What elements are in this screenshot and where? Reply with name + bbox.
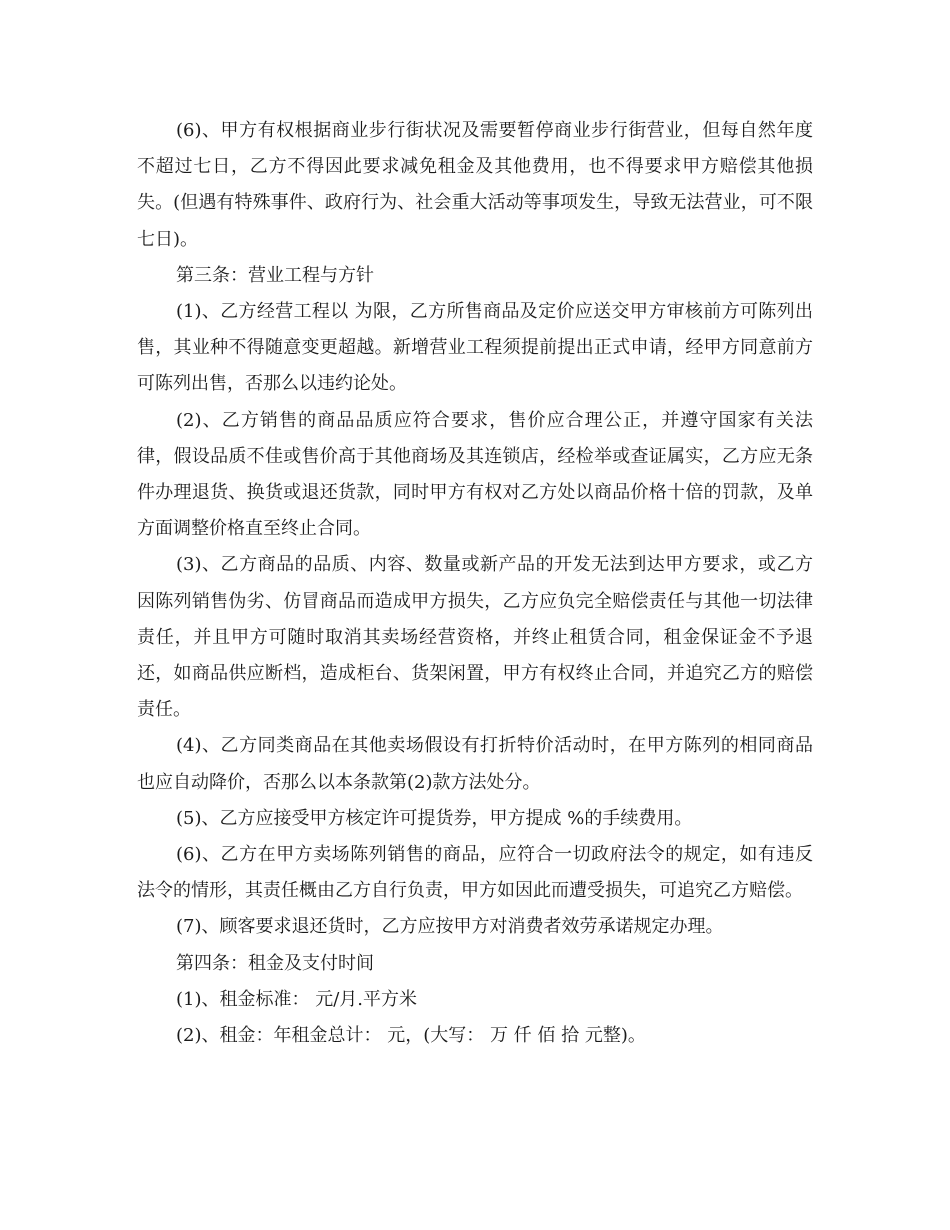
paragraph-article3-clause7: (7)、顾客要求退还货时，乙方应按甲方对消费者效劳承诺规定办理。: [176, 916, 724, 938]
heading-article4: 第四条：租金及支付时间: [176, 952, 374, 974]
paragraph-article3-clause5: (5)、乙方应接受甲方核定许可提货券，甲方提成 %的手续费用。: [176, 807, 693, 829]
paragraph-article3-clause6: (6)、乙方在甲方卖场陈列销售的商品，应符合一切政府法令的规定，如有违反法令的情形，其责任概由乙方自行负责，甲方如因此而遭受损失，可追究乙方赔偿。: [137, 844, 813, 902]
heading-article3: 第三条：营业工程与方针: [176, 264, 374, 286]
paragraph-article2-clause6: (6)、甲方有权根据商业步行街状况及需要暂停商业步行街营业，但每自然年度不超过七日，乙方不得因此要求减免租金及其他费用，也不得要求甲方赔偿其他损失。(但遇有特殊事件、政府行为、社会重大活动等事项发生，导致无法营业，可不限七日)。: [137, 120, 813, 250]
paragraph-article3-clause4: (4)、乙方同类商品在其他卖场假设有打折特价活动时，在甲方陈列的相同商品也应自动降价，否那么以本条款第(2)款方法处分。: [137, 735, 813, 793]
paragraph-article3-clause2: (2)、乙方销售的商品品质应符合要求，售价应合理公正，并遵守国家有关法律，假设品质不佳或售价高于其他商场及其连锁店，经检举或查证属实，乙方应无条件办理退货、换货或退还货款，同时甲方有权对乙方处以商品价格十倍的罚款，及单方面调整价格直至终止合同。: [137, 409, 813, 540]
paragraph-article4-clause2: (2)、租金：年租金总计： 元，(大写： 万 仟 佰 拾 元整)。: [176, 1025, 646, 1047]
paragraph-article4-clause1: (1)、租金标准： 元/月.平方米: [176, 988, 418, 1010]
document-body: [137, 113, 813, 1054]
paragraph-article3-clause1: (1)、乙方经营工程以 为限，乙方所售商品及定价应送交甲方审核前方可陈列出售，其业种不得随意变更超越。新增营业工程须提前提出正式申请，经甲方同意前方可陈列出售，否那么以违约论处。: [137, 301, 813, 395]
paragraph-article3-clause3: (3)、乙方商品的品质、内容、数量或新产品的开发无法到达甲方要求，或乙方因陈列销售伪劣、仿冒商品而造成甲方损失，乙方应负完全赔偿责任与其他一切法律责任，并且甲方可随时取消其卖场经营资格，并终止租赁合同，租金保证金不予退还，如商品供应断档，造成柜台、货架闲置，甲方有权终止合同，并追究乙方的赔偿责任。: [137, 554, 813, 721]
